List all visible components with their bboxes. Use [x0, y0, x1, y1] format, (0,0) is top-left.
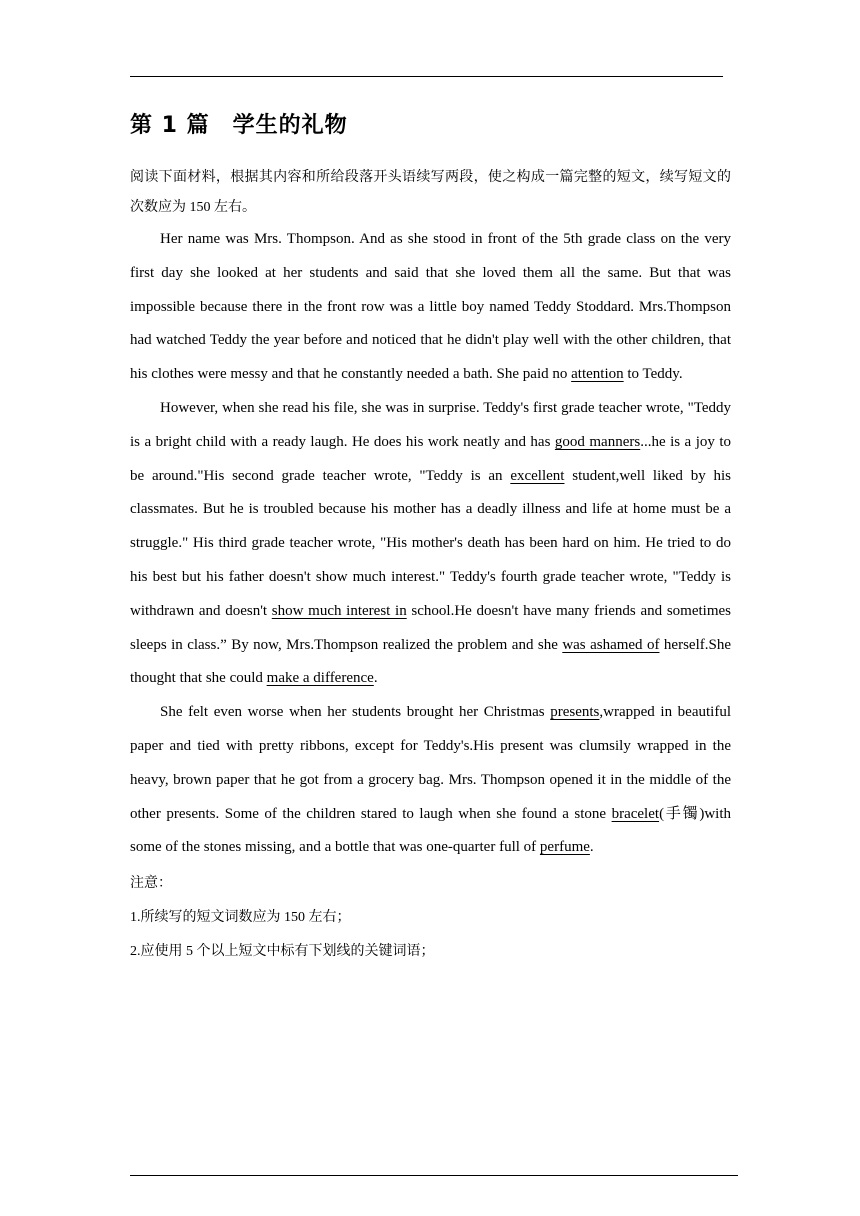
note-item: 2.应使用 5 个以上短文中标有下划线的关键词语； [130, 944, 435, 960]
document-body [130, 108, 731, 969]
header-rule [130, 76, 723, 77]
note-heading: 注意： [130, 876, 172, 892]
passage-paragraph [130, 696, 731, 865]
note-item: 1.所续写的短文词数应为 150 左右； [130, 910, 351, 926]
footer-rule [130, 1175, 738, 1176]
text-segment: . [373, 670, 378, 687]
page-title: 第 1 篇 学生的礼物 [130, 113, 348, 138]
keyword-underlined: make a difference [266, 670, 374, 687]
text-segment: . [589, 839, 594, 856]
keyword-underlined: presents [550, 704, 600, 721]
text-segment: school.He doesn't have many friends and sometimes sleeps in class.” By now, Mrs.Thompson realized the problem and she [130, 602, 731, 653]
keyword-underlined: was ashamed of [562, 636, 660, 653]
keyword-underlined: bracelet [611, 805, 660, 822]
text-segment: Her name was Mrs. Thompson. And as she stood in front of the 5th grade class on the very first day she looked at her students and said that she loved them all the same. But that was impossible because there in the front row was a little boy named Teddy Stoddard. Mrs.Thompson had watched Teddy the year before and noticed that he didn't play well with the other children, that his clothes were messy and that he constantly needed a bath. She paid no [130, 231, 731, 383]
passage-paragraph [130, 392, 731, 696]
text-segment: ...he is a joy to be around."His second grade teacher wrote, "Teddy is an [130, 433, 731, 484]
passage [130, 223, 731, 865]
text-segment: However, when she read his file, she was in surprise. Teddy's first grade teacher wrote, "Teddy is a bright child with a ready laugh. He does his work neatly and has [130, 399, 731, 450]
text-segment: student,well liked by his classmates. But he is troubled because his mother has a deadly illness and life at home must be a struggle." His third grade teacher wrote, "His mother's death has been hard on him. He tried to do his best but his father doesn't show much interest." Teddy's fourth grade teacher wrote, "Teddy is withdrawn and doesn't [130, 467, 731, 619]
text-segment: ,wrapped in beautiful paper and tied with pretty ribbons, except for Teddy's.His present was clumsily wrapped in the heavy, brown paper that he got from a grocery bag. Mrs. Thompson opened it in the middle of the other presents. Some of the children stared to laugh when she found a stone [130, 704, 731, 822]
text-segment: herself.She thought that she could [130, 636, 731, 687]
keyword-underlined: perfume [539, 839, 590, 856]
keyword-underlined: excellent [510, 467, 565, 484]
keyword-underlined: attention [571, 366, 624, 383]
instruction-text: 阅读下面材料，根据其内容和所给段落开头语续写两段，使之构成一篇完整的短文，续写短文的次数应为 150 左右。 [130, 170, 731, 215]
text-segment: (手镯)with some of the stones missing, and a bottle that was one-quarter full of [130, 805, 731, 856]
keyword-underlined: show much interest in [271, 602, 407, 619]
keyword-underlined: good manners [554, 433, 641, 450]
text-segment: to Teddy. [623, 366, 683, 383]
text-segment: She felt even worse when her students brought her Christmas [160, 704, 551, 721]
passage-paragraph [130, 223, 731, 392]
